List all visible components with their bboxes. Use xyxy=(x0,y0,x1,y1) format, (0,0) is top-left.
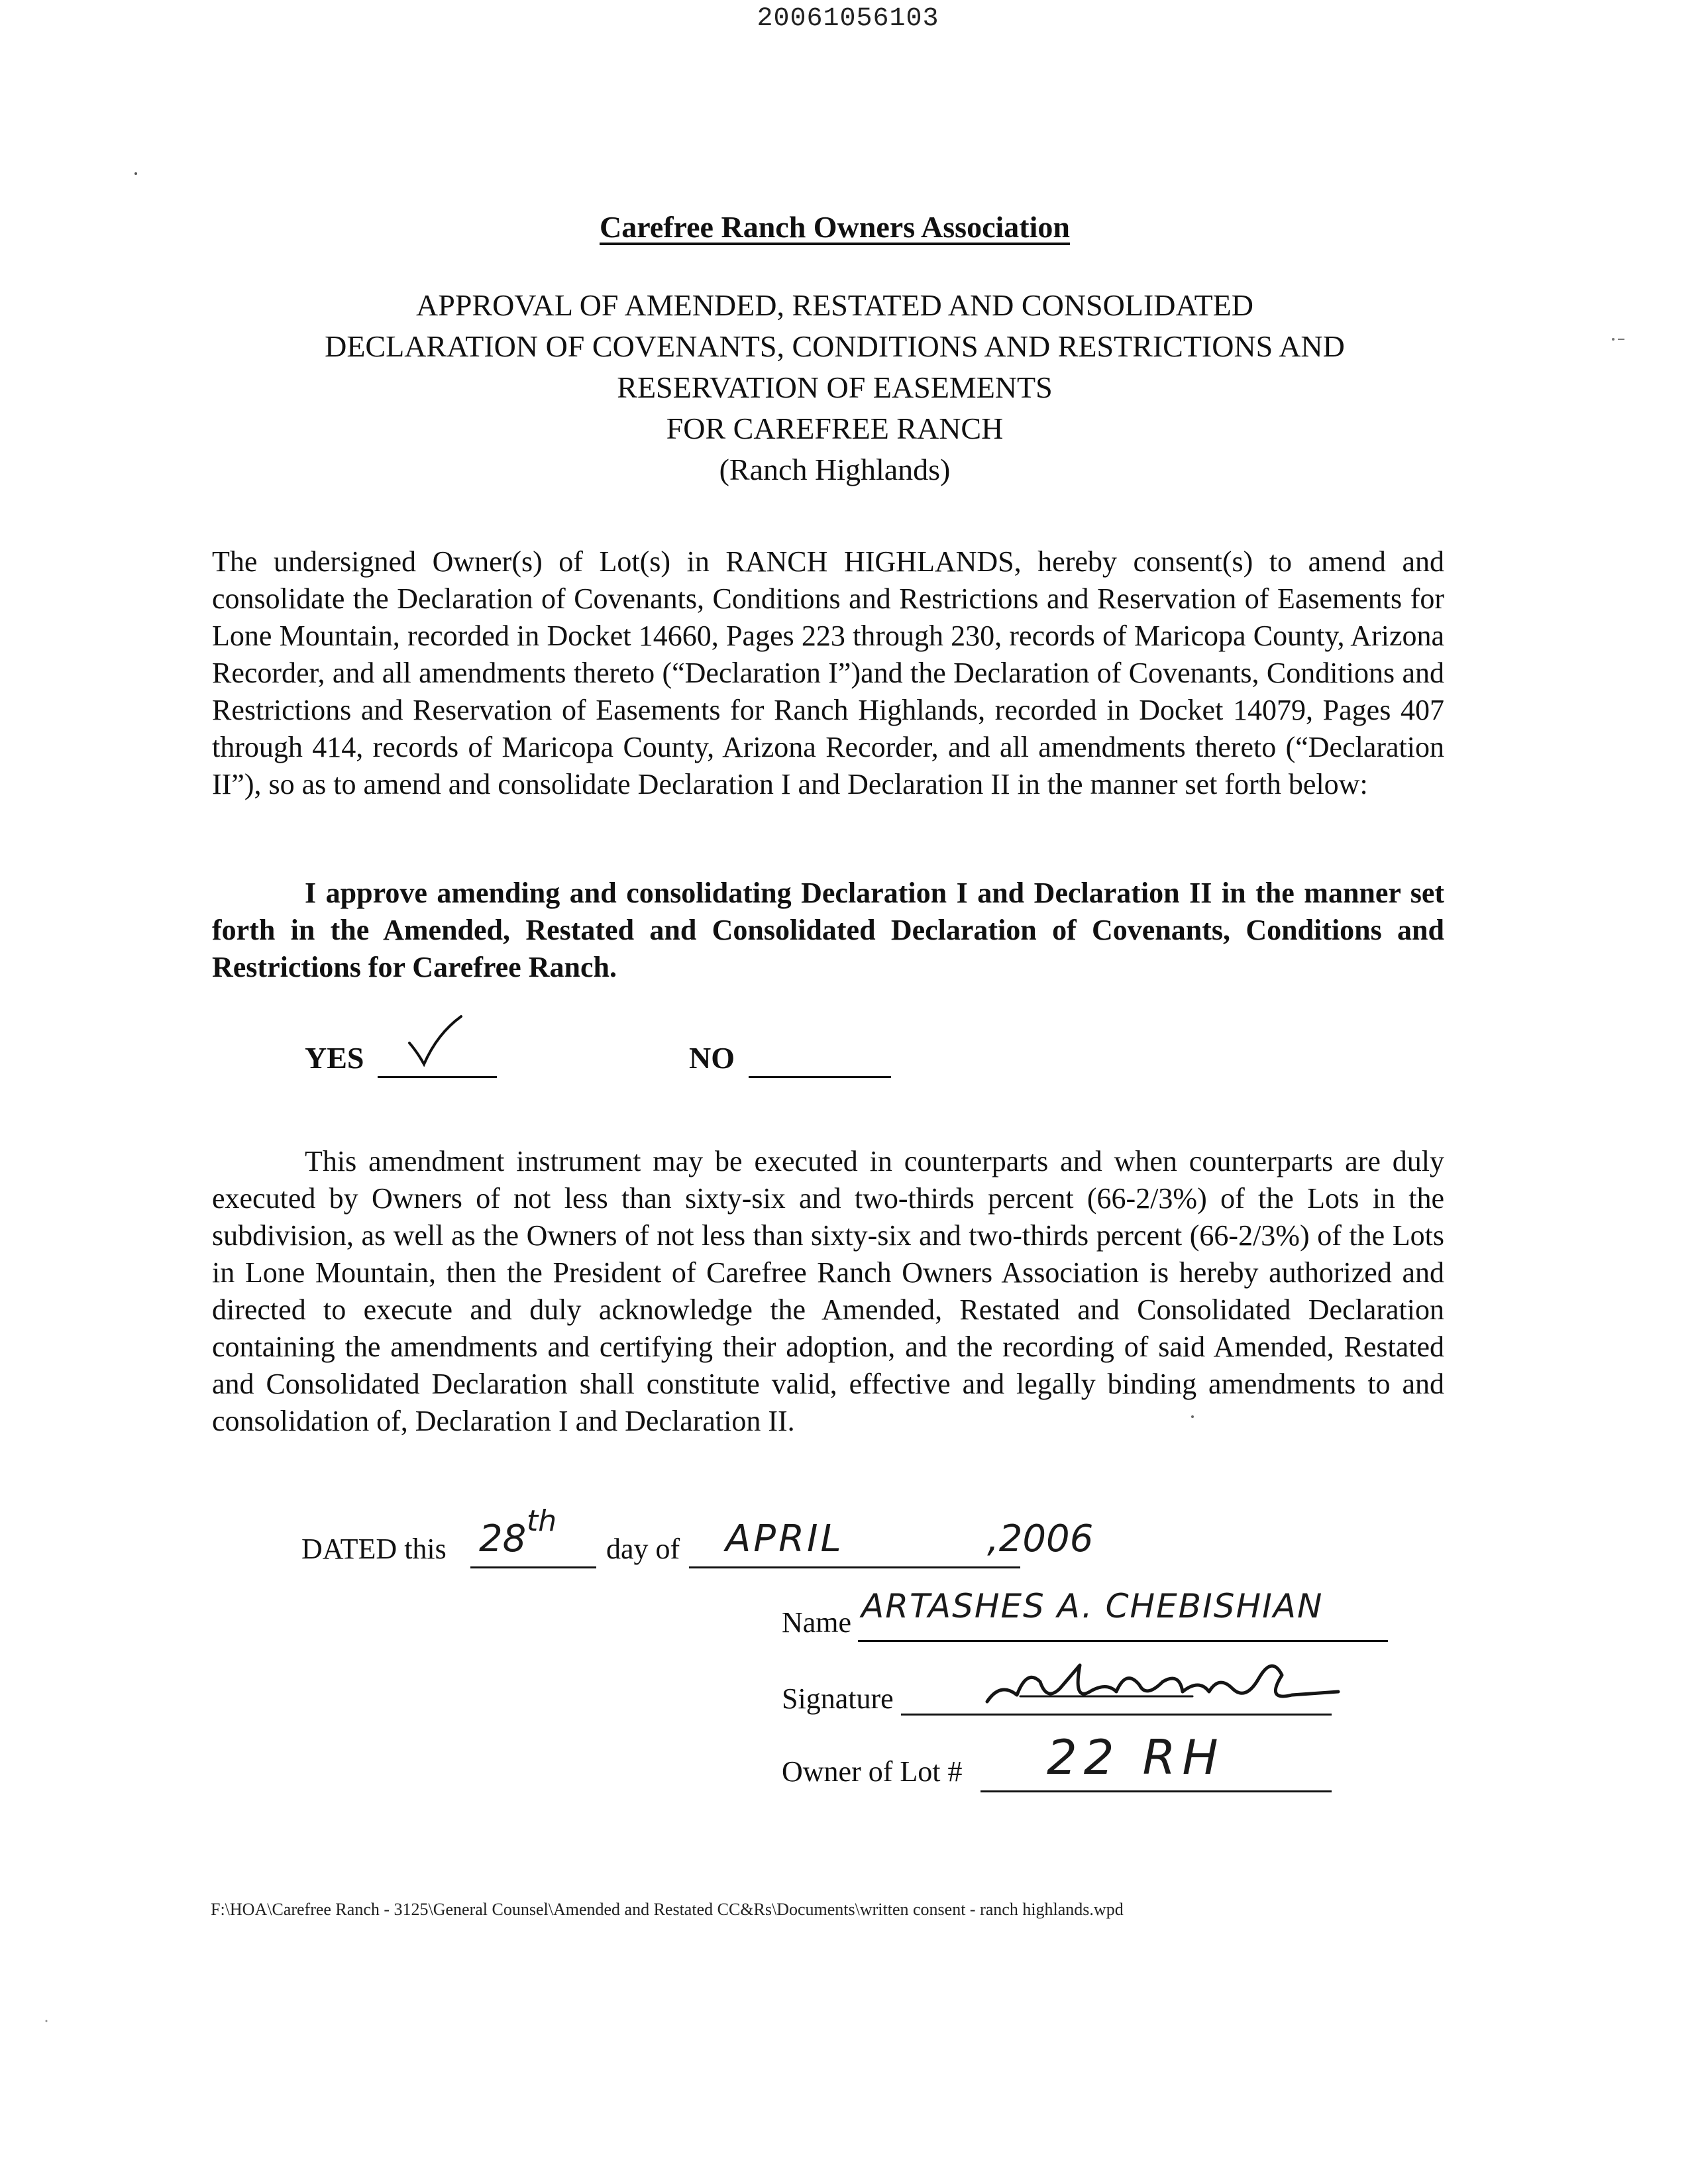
approval-statement: I approve amending and consolidating Declaration I and Declaration II in the manner set forth in the Amended, Restated and Consolidated Declaration of Covenants, Conditions and Restrictions for Carefree Ranch. xyxy=(212,877,1444,983)
heading-line: RESERVATION OF EASEMENTS xyxy=(617,370,1053,404)
lot-label: Owner of Lot # xyxy=(782,1755,963,1788)
day-suffix: th xyxy=(527,1504,557,1538)
heading-line: FOR CAREFREE RANCH xyxy=(666,411,1004,445)
yes-label: YES xyxy=(305,1041,364,1075)
checkmark-icon xyxy=(404,1014,464,1067)
dated-row xyxy=(301,1504,1163,1577)
document-heading xyxy=(0,285,1670,490)
yes-blank[interactable] xyxy=(378,1075,497,1078)
signature-row xyxy=(782,1663,1418,1723)
name-row xyxy=(782,1587,1418,1647)
signature-icon xyxy=(980,1655,1352,1721)
lot-row xyxy=(782,1729,1418,1796)
dated-middle: day of xyxy=(606,1533,680,1565)
signature-label: Signature xyxy=(782,1682,894,1715)
day-blank[interactable] xyxy=(470,1565,596,1568)
lot-blank[interactable] xyxy=(980,1789,1332,1792)
name-label: Name xyxy=(782,1606,852,1639)
name-blank[interactable] xyxy=(858,1639,1388,1642)
no-label: NO xyxy=(689,1041,735,1075)
month-blank[interactable] xyxy=(689,1565,1020,1568)
dated-prefix: DATED this xyxy=(301,1533,447,1565)
counterparts-paragraph: This amendment instrument may be executed in counterparts and when counterparts are duly executed by Owners of not less than sixty-six and two-thirds percent (66-2/3%) of the Lots in the subdivision, as well as the Owners of not less than sixty-six and two-thirds percent (66-2/3%) of the Lots in Lone Mountain, then the President of Carefree Ranch Owners Association is hereby authorized and directed to execute and duly acknowledge the Amended, Restated and Consolidated Declaration containing the amendments and certifying their adoption, and the recording of said Amended, Restated and Consolidated Declaration shall constitute valid, effective and legally binding amendments to and consolidation of, Declaration I and Declaration II. xyxy=(212,1145,1444,1437)
heading-line: DECLARATION OF COVENANTS, CONDITIONS AND RESTRICTIONS AND xyxy=(325,329,1345,363)
name-value: ARTASHES A. CHEBISHIAN xyxy=(861,1587,1324,1625)
day-value: 28 xyxy=(479,1517,527,1560)
document-number: 20061056103 xyxy=(757,4,939,34)
file-path-footer: F:\HOA\Carefree Ranch - 3125\General Counsel\Amended and Restated CC&Rs\Documents\written consent - ranch highlands.wpd xyxy=(211,1900,1124,1919)
vote-row xyxy=(305,1014,967,1073)
year-value: ,2006 xyxy=(987,1517,1094,1560)
association-title: Carefree Ranch Owners Association xyxy=(600,210,1070,244)
heading-line: APPROVAL OF AMENDED, RESTATED AND CONSOLIDATED xyxy=(416,288,1253,322)
month-value: APRIL xyxy=(725,1517,844,1560)
no-blank[interactable] xyxy=(749,1075,891,1078)
lot-value: 22 RH xyxy=(1047,1729,1225,1785)
consent-paragraph: The undersigned Owner(s) of Lot(s) in RANCH HIGHLANDS, hereby consent(s) to amend and consolidate the Declaration of Covenants, Conditions and Restrictions and Reservation of Easements for Lone Mountain, recorded in Docket 14660, Pages 223 through 230, records of Maricopa County, Arizona Recorder, and all amendments thereto (“Declaration I”)and the Declaration of Covenants, Conditions and Restrictions and Reservation of Easements for Ranch Highlands, recorded in Docket 14079, Pages 407 through 414, records of Maricopa County, Arizona Recorder, and all amendments thereto (“Declaration II”), so as to amend and consolidate Declaration I and Declaration II in the manner set forth below: xyxy=(212,545,1444,800)
heading-line: (Ranch Highlands) xyxy=(719,453,951,486)
